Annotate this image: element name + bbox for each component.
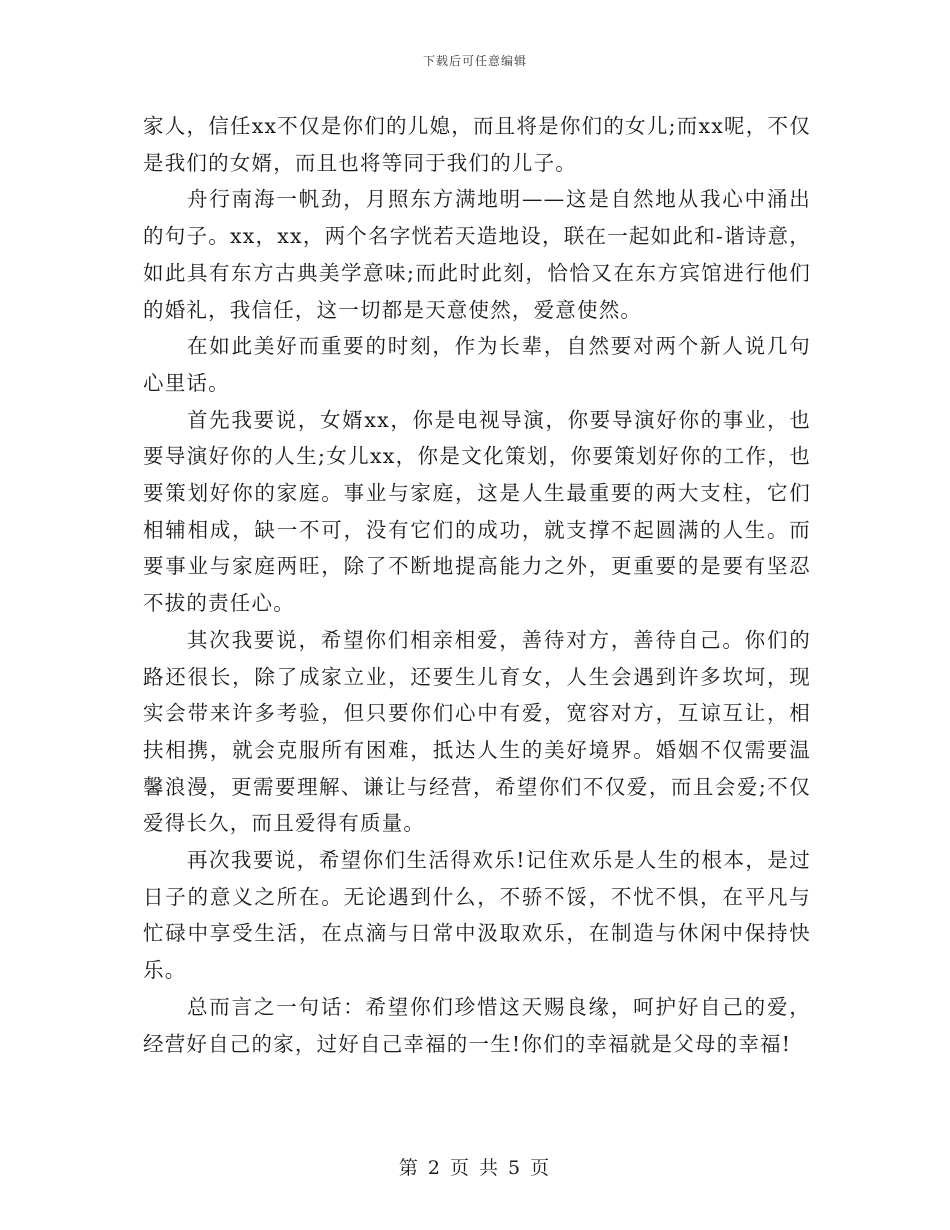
- paragraph: 其次我要说，希望你们相亲相爱，善待对方，善待自己。你们的路还很长，除了成家立业，还要生儿育女，人生会遇到许多坎坷，现实会带来许多考验，但只要你们心中有爱，宽容对方，互谅互让，相扶相携，就会克服所有困难，抵达人生的美好境界。婚姻不仅需要温馨浪漫，更需要理解、谦让与经营，希望你们不仅爱，而且会爱;不仅爱得长久，而且爱得有质量。: [143, 627, 811, 836]
- paragraph: 再次我要说，希望你们生活得欢乐!记住欢乐是人生的根本，是过日子的意义之所在。无论遇到什么，不骄不馁，不忧不惧，在平凡与忙碌中享受生活，在点滴与日常中汲取欢乐，在制造与休闲中保持快乐。: [143, 848, 811, 983]
- page-number-footer: 第 2 页 共 5 页: [398, 1157, 552, 1179]
- document-body: [143, 108, 811, 1062]
- paragraph: 总而言之一句话：希望你们珍惜这天赐良缘，呵护好自己的爱，经营好自己的家，过好自己幸福的一生!你们的幸福就是父母的幸福!: [143, 994, 811, 1056]
- paragraph: 在如此美好而重要的时刻，作为长辈，自然要对两个新人说几句心里话。: [143, 334, 811, 395]
- paragraph-continuation: 家人，信任xx不仅是你们的儿媳，而且将是你们的女儿;而xx呢，不仅是我们的女婿，而且也将等同于我们的儿子。: [143, 114, 811, 175]
- paragraph: 首先我要说，女婿xx，你是电视导演，你要导演好你的事业，也要导演好你的人生;女儿xx，你是文化策划，你要策划好你的工作，也要策划好你的家庭。事业与家庭，这是人生最重要的两大支柱，它们相辅相成，缺一不可，没有它们的成功，就支撑不起圆满的人生。而要事业与家庭两旺，除了不断地提高能力之外，更重要的是要有坚忍不拔的责任心。: [143, 407, 811, 616]
- page-header-note: 下载后可任意编辑: [422, 54, 527, 68]
- paragraph: 舟行南海一帆劲，月照东方满地明——这是自然地从我心中涌出的句子。xx，xx，两个名字恍若天造地设，联在一起如此和-谐诗意，如此具有东方古典美学意味;而此时此刻，恰恰又在东方宾馆进行他们的婚礼，我信任，这一切都是天意使然，爱意使然。: [143, 187, 811, 322]
